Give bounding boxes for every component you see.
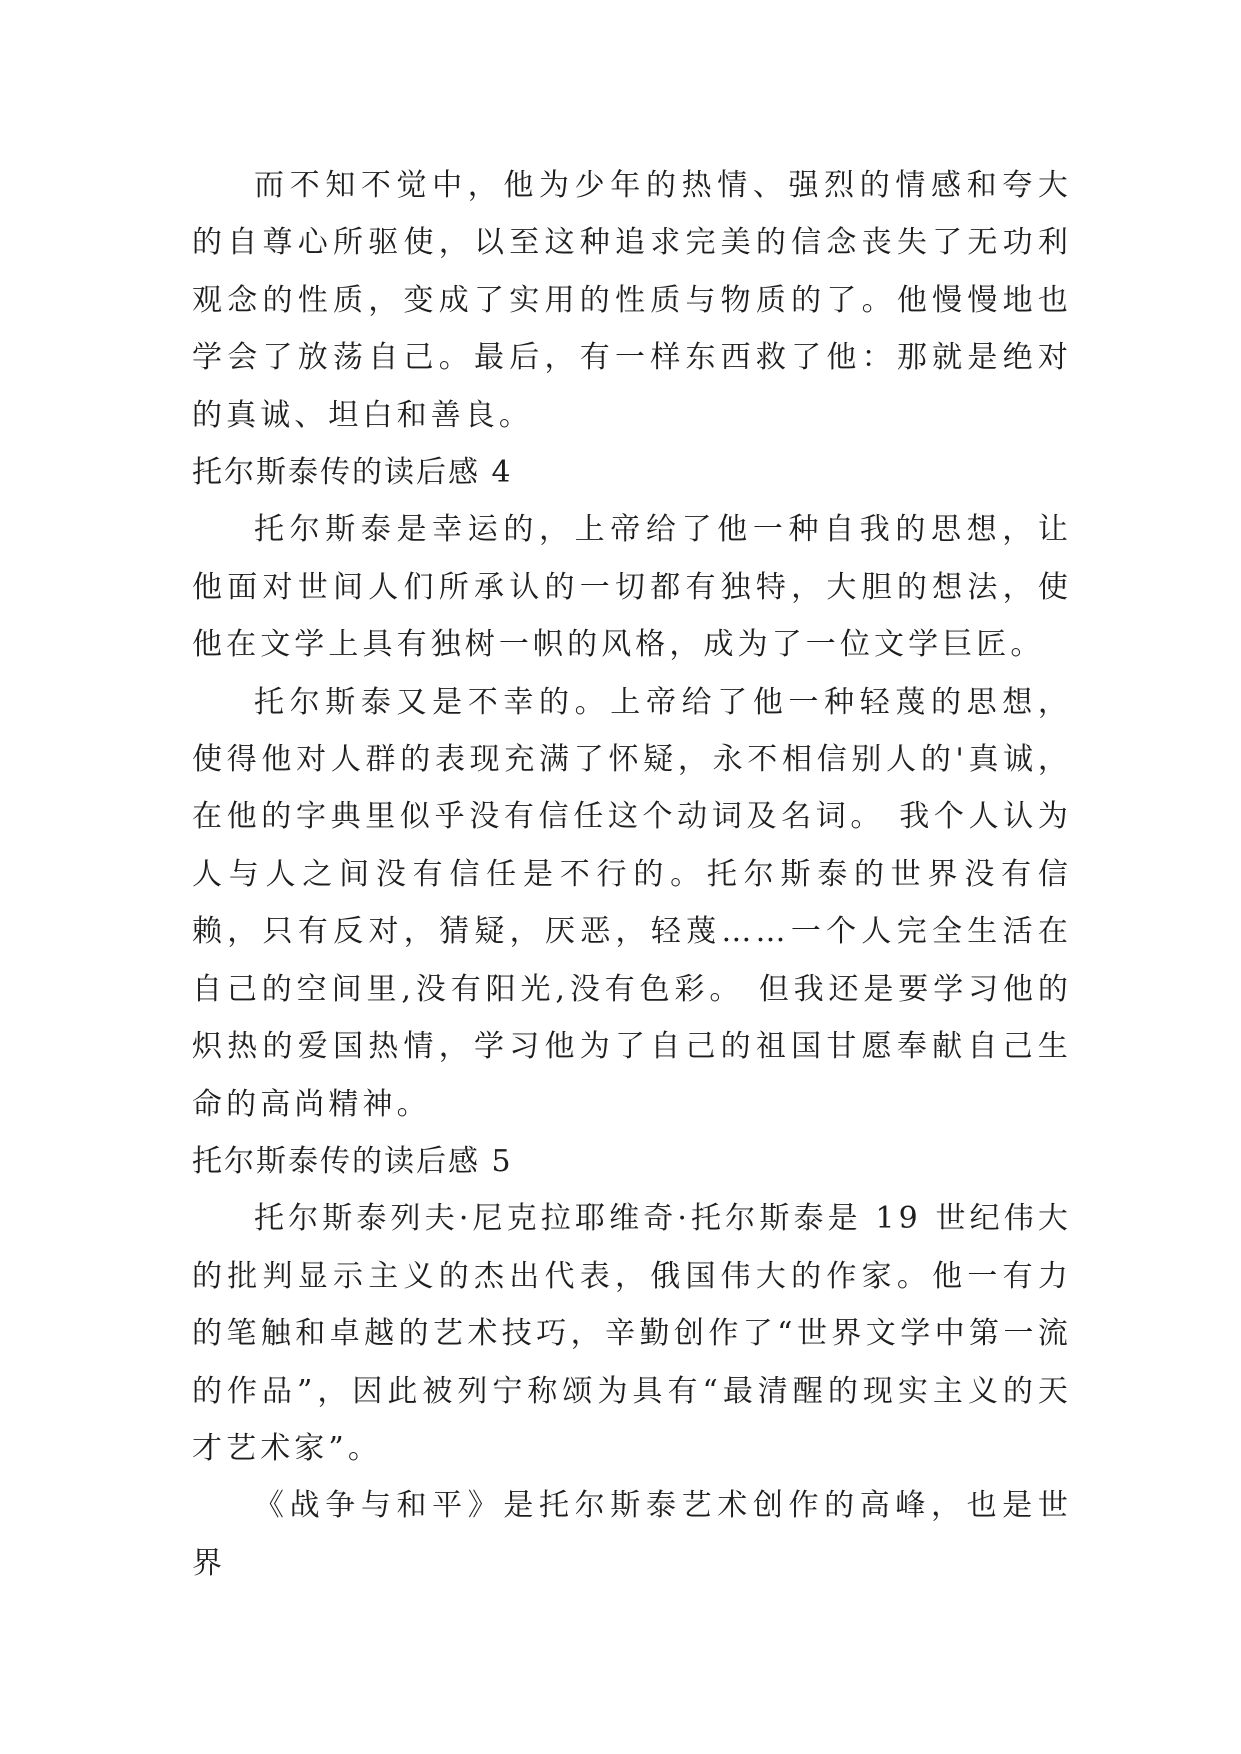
paragraph-text: 托尔斯泰是幸运的，上帝给了他一种自我的思想，让他面对世间人们所承认的一切都有独特，大胆的想法，使他在文学上具有独树一帜的风格，成为了一位文学巨匠。 bbox=[192, 512, 1072, 663]
section-heading-5: 托尔斯泰传的读后感 5 bbox=[192, 1143, 513, 1179]
section-heading-4: 托尔斯泰传的读后感 4 bbox=[192, 455, 513, 491]
paragraph-text: 《战争与和平》是托尔斯泰艺术创作的高峰，也是世界 bbox=[192, 1488, 1072, 1581]
paragraph-text: 托尔斯泰又是不幸的。上帝给了他一种轻蔑的思想，使得他对人群的表现充满了怀疑，永不相信别人的'真诚，在他的字典里似乎没有信任这个动词及名词。 我个人认为人与人之间没有信任是不行的。托尔斯泰的世界没有信赖，只有反对，猜疑，厌恶，轻蔑……一个人完全生活在自己的空间里,没有阳光,没有色彩。 但我还是要学习他的炽热的爱国热情，学习他为了自己的祖国甘愿奉献自己生命的高尚精神。 bbox=[192, 684, 1072, 1122]
paragraph-text: 而不知不觉中，他为少年的热情、强烈的情感和夸大的自尊心所驱使，以至这种追求完美的信念丧失了无功利观念的性质，变成了实用的性质与物质的了。他慢慢地也学会了放荡自己。最后，有一样东西救了他：那就是绝对的真诚、坦白和善良。 bbox=[192, 168, 1072, 433]
document-body bbox=[192, 157, 1072, 1592]
paragraph-text: 托尔斯泰列夫·尼克拉耶维奇·托尔斯泰是 19 世纪伟大的批判显示主义的杰出代表，俄国伟大的作家。他一有力的笔触和卓越的艺术技巧，辛勤创作了“世界文学中第一流的作品”，因此被列宁称颂为具有“最清醒的现实主义的天才艺术家”。 bbox=[192, 1201, 1072, 1466]
